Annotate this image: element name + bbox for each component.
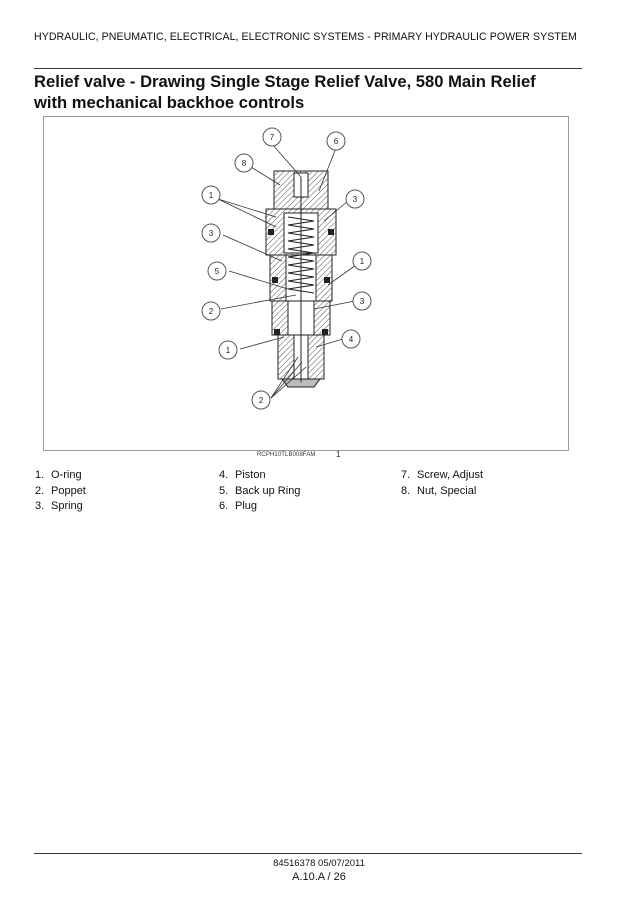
legend-label: Poppet bbox=[51, 484, 86, 497]
legend-item bbox=[219, 468, 300, 484]
footer-page-number: A.10.A / 26 bbox=[292, 871, 346, 883]
callout-1-right: 1 bbox=[359, 257, 365, 266]
callout-2-left: 2 bbox=[208, 307, 214, 316]
legend-num: 7. bbox=[401, 469, 411, 481]
legend-item bbox=[219, 484, 300, 500]
callout-3-top: 3 bbox=[352, 195, 358, 204]
legend-num: 4. bbox=[219, 469, 229, 481]
legend-item bbox=[35, 499, 86, 515]
legend-item bbox=[35, 468, 86, 484]
page-title bbox=[34, 71, 582, 113]
legend-label: O-ring bbox=[51, 469, 82, 481]
legend-label: Back up Ring bbox=[235, 484, 301, 497]
legend-label: Screw, Adjust bbox=[417, 469, 484, 481]
callout-3-left: 3 bbox=[208, 229, 214, 238]
legend-label: Nut, Special bbox=[417, 484, 477, 497]
figure-frame bbox=[43, 116, 569, 451]
legend-item bbox=[401, 484, 483, 500]
figure-code: RCPH10TLB008FAM bbox=[257, 452, 316, 458]
legend-num: 3. bbox=[35, 500, 45, 512]
legend-num: 6. bbox=[219, 500, 229, 512]
legend-item bbox=[219, 499, 300, 515]
legend-item bbox=[401, 468, 483, 484]
relief-valve-drawing bbox=[44, 117, 570, 452]
legend-column-1 bbox=[35, 468, 86, 515]
legend-item bbox=[35, 484, 86, 500]
section-header: HYDRAULIC, PNEUMATIC, ELECTRICAL, ELECTRONIC SYSTEMS - PRIMARY HYDRAULIC POWER SYSTEM bbox=[34, 31, 577, 43]
legend-column-3 bbox=[401, 468, 483, 499]
callout-1-top: 1 bbox=[208, 191, 214, 200]
callout-7: 7 bbox=[269, 133, 275, 142]
legend-label: Plug bbox=[235, 500, 258, 512]
legend-num: 5. bbox=[219, 484, 229, 497]
callout-6: 6 bbox=[333, 137, 339, 146]
header-divider bbox=[34, 68, 582, 69]
callout-8: 8 bbox=[241, 159, 247, 168]
legend-num: 1. bbox=[35, 469, 45, 481]
callout-1-bottom: 1 bbox=[225, 346, 231, 355]
callout-4: 4 bbox=[348, 335, 354, 344]
legend-num: 8. bbox=[401, 484, 411, 497]
legend-label: Spring bbox=[51, 500, 83, 512]
callout-5: 5 bbox=[214, 267, 220, 276]
legend-num: 2. bbox=[35, 484, 45, 497]
footer-divider bbox=[34, 853, 582, 854]
title-line-2: with mechanical backhoe controls bbox=[34, 93, 305, 112]
callout-3-right: 3 bbox=[359, 297, 365, 306]
title-line-1: Relief valve - Drawing Single Stage Relief Valve, 580 Main Relief bbox=[34, 72, 536, 91]
figure-number: 1 bbox=[336, 450, 341, 459]
legend-label: Piston bbox=[235, 469, 266, 481]
legend-column-2 bbox=[219, 468, 300, 515]
callout-2-bottom: 2 bbox=[258, 396, 264, 405]
footer-doc-id: 84516378 05/07/2011 bbox=[273, 858, 365, 869]
